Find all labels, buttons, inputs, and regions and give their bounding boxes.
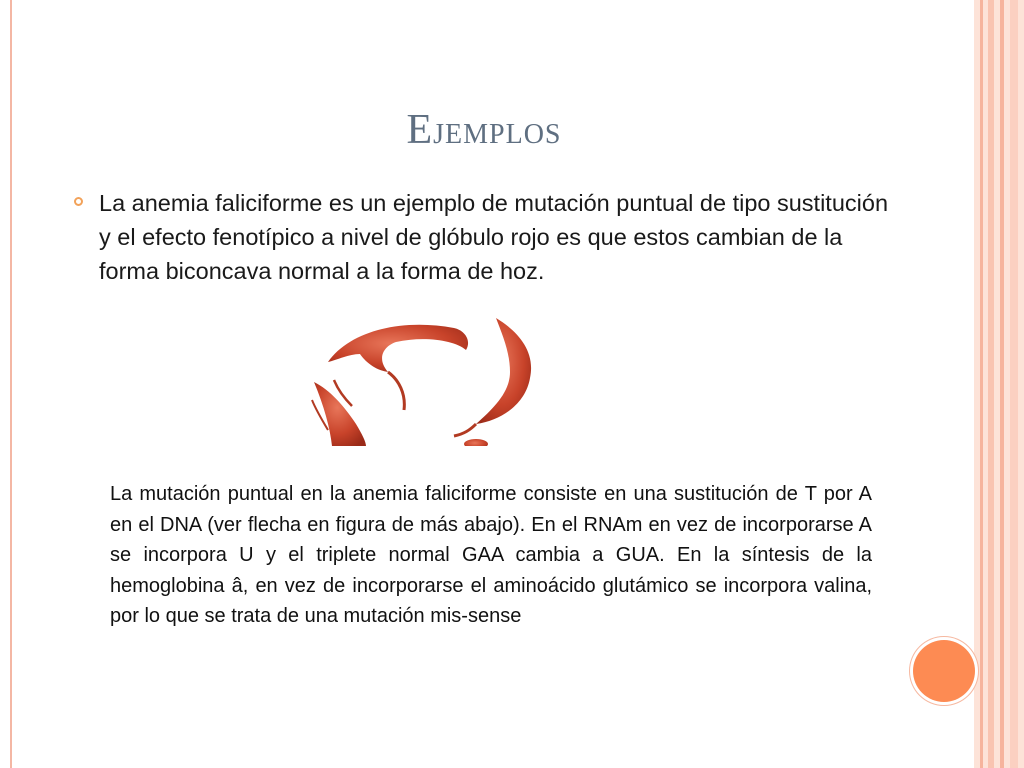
title-initial: E <box>406 107 434 153</box>
slide-title <box>12 106 956 154</box>
stripe <box>988 0 994 768</box>
decorative-orange-circle <box>913 640 975 702</box>
decorative-stripes <box>974 0 1024 768</box>
sickle-cell <box>476 318 531 424</box>
sickle-cell <box>464 439 488 446</box>
stripe <box>980 0 983 768</box>
sickle-cell <box>328 325 468 372</box>
caption-text: La mutación puntual en la anemia faliciforme consiste en una sustitución de T por A en el DNA (ver flecha en figura de más abajo). En el RNAm en vez de incorporarse A se incorpora U y el triplete normal GAA cambia a GUA. En la síntesis de la hemoglobina â, en vez de incorporarse el aminoácido glutámico se incorpora valina, por lo que se trata de una mutación mis-sense <box>110 483 872 627</box>
bullet-circle-icon <box>74 197 83 206</box>
stripe <box>1000 0 1004 768</box>
sickle-cell-tail <box>454 424 476 436</box>
sickle-cells-image <box>304 310 544 446</box>
title-rest: JEMPLOS <box>433 119 562 150</box>
bullet-text: La anemia faliciforme es un ejemplo de mutación puntual de tipo sustitución y el efecto fenotípico a nivel de glóbulo rojo es que estos cambian de la forma biconcava normal a la forma de hoz. <box>99 190 889 284</box>
sickle-cell-tail <box>388 372 404 410</box>
stripe <box>1010 0 1018 768</box>
slide <box>10 0 976 768</box>
bullet-item <box>74 186 894 288</box>
